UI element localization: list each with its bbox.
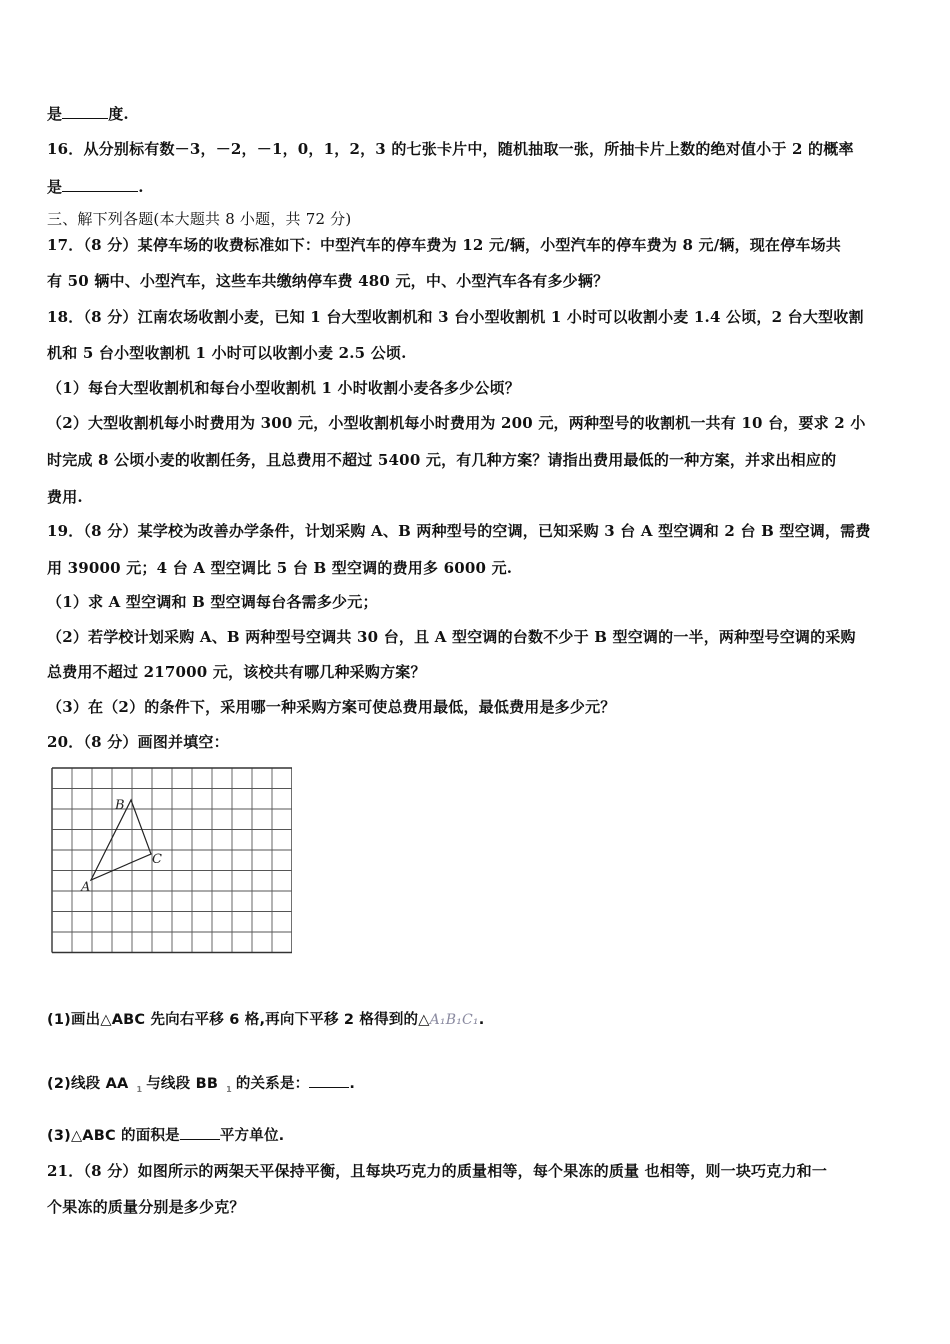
q16-line2: 是 . bbox=[47, 178, 144, 196]
q19-line2: 用 39000 元；4 台 A 型空调比 5 台 B 型空调的费用多 6000 元. bbox=[47, 559, 513, 577]
q20-part1: (1)画出△ABC 先向右平移 6 格,再向下平移 2 格得到的△A₁B₁C₁. bbox=[47, 1012, 485, 1028]
q18-part2-line1: （2）大型收割机每小时费用为 300 元，小型收割机每小时费用为 200 元，两种型号的收割机一共有 10 台，要求 2 小 bbox=[47, 414, 866, 432]
q20-part3: (3)△ABC 的面积是 平方单位. bbox=[47, 1124, 284, 1145]
answer-blank[interactable] bbox=[62, 104, 108, 119]
answer-blank[interactable] bbox=[309, 1073, 349, 1088]
answer-blank[interactable] bbox=[62, 177, 138, 192]
q18-part2-line3: 费用. bbox=[47, 488, 83, 506]
triangle-a1b1c1-label: A₁B₁C₁ bbox=[429, 1012, 479, 1028]
q20-heading: 20．（8 分）画图并填空： bbox=[47, 733, 229, 751]
q19-line1: 19．（8 分）某学校为改善办学条件，计划采购 A、B 两种型号的空调，已知采购 3 台 A 型空调和 2 台 B 型空调，需费 bbox=[47, 522, 871, 540]
q21-line2: 个果冻的质量分别是多少克？ bbox=[47, 1198, 245, 1216]
q20-part2: (2)线段 AA $_1$ 与线段 BB $_1$ 的关系是： . bbox=[47, 1072, 355, 1094]
q17-line1: 17．（8 分）某停车场的收费标准如下：中型汽车的停车费为 12 元/辆，小型汽车的停车费为 8 元/辆，现在停车场共 bbox=[47, 236, 841, 254]
q18-line2: 机和 5 台小型收割机 1 小时可以收割小麦 2.5 公顷. bbox=[47, 344, 407, 362]
q19-part1: （1）求 A 型空调和 B 型空调每台各需多少元； bbox=[47, 593, 378, 611]
q17-line2: 有 50 辆中、小型汽车，这些车共缴纳停车费 480 元，中、小型汽车各有多少辆？ bbox=[47, 272, 609, 290]
q15-tail: 是 度. bbox=[47, 105, 129, 123]
label-c: C bbox=[152, 852, 162, 867]
grid-svg bbox=[50, 766, 292, 958]
q18-part2-line2: 时完成 8 公顷小麦的收割任务，且总费用不超过 5400 元，有几种方案？请指出费用最低的一种方案，并求出相应的 bbox=[47, 451, 837, 469]
q19-part2-line1: （2）若学校计划采购 A、B 两种型号空调共 30 台，且 A 型空调的台数不少于 B 型空调的一半，两种型号空调的采购 bbox=[47, 628, 856, 646]
q18-part1: （1）每台大型收割机和每台小型收割机 1 小时收割小麦各多少公顷？ bbox=[47, 379, 520, 397]
answer-blank[interactable] bbox=[180, 1125, 220, 1140]
q21-line1: 21．（8 分）如图所示的两架天平保持平衡，且每块巧克力的质量相等，每个果冻的质量 也相等，则一块巧克力和一 bbox=[47, 1162, 828, 1180]
label-a: A bbox=[81, 880, 91, 895]
section-3-heading: 三、解下列各题(本大题共 8 小题，共 72 分) bbox=[47, 210, 352, 228]
q18-line1: 18．（8 分）江南农场收割小麦，已知 1 台大型收割机和 3 台小型收割机 1 小时可以收割小麦 1.4 公顷，2 台大型收割 bbox=[47, 308, 864, 326]
grid-figure bbox=[50, 766, 292, 958]
q16-line1: 16．从分别标有数－3，－2，－1，0，1，2，3 的七张卡片中，随机抽取一张，所抽卡片上数的绝对值小于 2 的概率 bbox=[47, 140, 854, 158]
grid-lines bbox=[52, 768, 292, 953]
q19-part2-line2: 总费用不超过 217000 元，该校共有哪几种采购方案？ bbox=[47, 663, 426, 681]
q19-part3: （3）在（2）的条件下，采用哪一种采购方案可使总费用最低，最低费用是多少元？ bbox=[47, 698, 616, 716]
label-b: B bbox=[115, 798, 125, 813]
